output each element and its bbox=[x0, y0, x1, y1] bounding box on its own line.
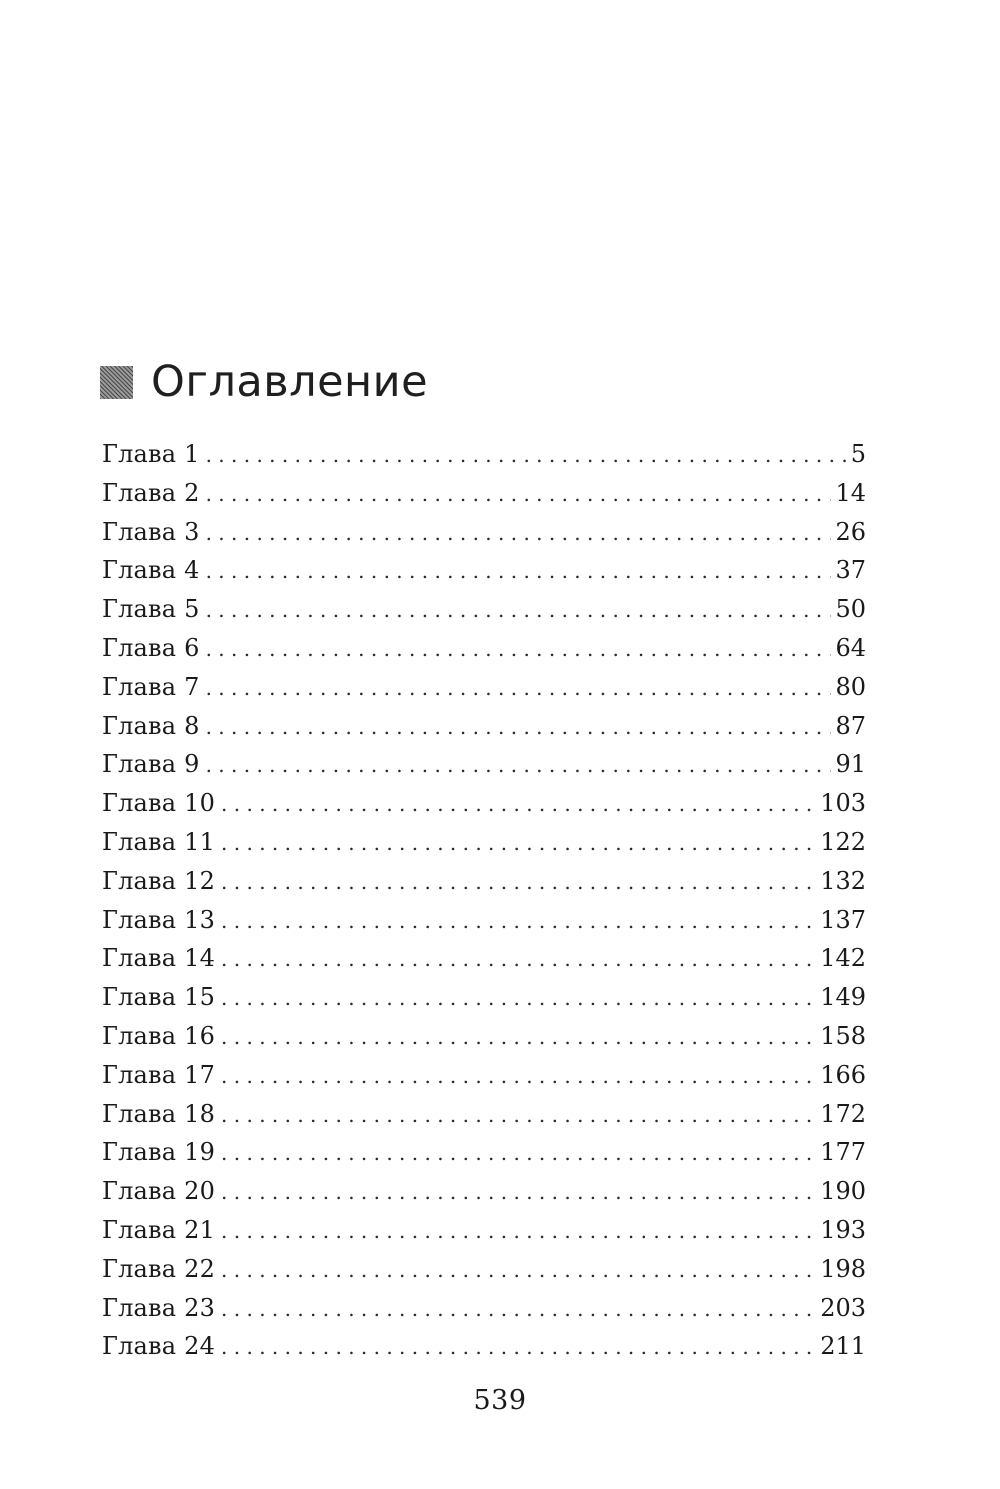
toc-entry bbox=[102, 1056, 866, 1095]
toc-entry-page: 50 bbox=[835, 595, 866, 624]
toc-entry-page: 158 bbox=[820, 1021, 866, 1050]
toc-entry-page: 14 bbox=[835, 478, 866, 507]
dot-leader bbox=[221, 1250, 816, 1290]
toc-entry bbox=[102, 668, 866, 707]
toc-entry-label: Глава 15 bbox=[102, 983, 216, 1012]
toc-entry bbox=[102, 1289, 866, 1328]
toc-entry-page: 193 bbox=[820, 1215, 866, 1244]
toc-entry-label: Глава 1 bbox=[102, 440, 200, 468]
table-of-contents bbox=[102, 435, 866, 1366]
toc-entry bbox=[102, 978, 866, 1017]
toc-entry-page: 80 bbox=[835, 672, 866, 701]
dot-leader bbox=[221, 823, 816, 863]
toc-entry-label: Глава 21 bbox=[102, 1215, 216, 1244]
dot-leader bbox=[221, 1327, 816, 1367]
dot-leader bbox=[221, 862, 816, 902]
toc-entry bbox=[102, 823, 866, 862]
dot-leader bbox=[221, 1056, 816, 1096]
toc-entry bbox=[102, 1172, 866, 1211]
dot-leader bbox=[221, 978, 816, 1018]
toc-entry-label: Глава 22 bbox=[102, 1254, 216, 1283]
toc-entry-page: 137 bbox=[820, 905, 866, 934]
toc-entry bbox=[102, 862, 866, 901]
dot-leader bbox=[221, 1133, 816, 1173]
toc-entry-label: Глава 5 bbox=[102, 595, 200, 624]
toc-entry bbox=[102, 1095, 866, 1134]
dot-leader bbox=[206, 435, 847, 475]
dot-leader bbox=[206, 745, 832, 785]
toc-entry-label: Глава 16 bbox=[102, 1021, 216, 1050]
dot-leader bbox=[221, 901, 816, 941]
toc-entry bbox=[102, 590, 866, 629]
toc-entry-label: Глава 23 bbox=[102, 1293, 216, 1322]
toc-entry bbox=[102, 1017, 866, 1056]
dot-leader bbox=[206, 513, 832, 553]
toc-entry-page: 37 bbox=[835, 556, 866, 585]
toc-entry-page: 211 bbox=[820, 1332, 866, 1361]
toc-entry-label: Глава 7 bbox=[102, 672, 200, 701]
toc-entry-label: Глава 3 bbox=[102, 517, 200, 546]
toc-entry-page: 91 bbox=[835, 750, 866, 779]
toc-entry-page: 142 bbox=[820, 944, 866, 973]
dot-leader bbox=[221, 1289, 816, 1329]
toc-entry-label: Глава 9 bbox=[102, 750, 200, 779]
dot-leader bbox=[221, 939, 816, 979]
toc-entry bbox=[102, 551, 866, 590]
toc-entry-label: Глава 17 bbox=[102, 1060, 216, 1089]
toc-entry bbox=[102, 1327, 866, 1366]
toc-entry-label: Глава 14 bbox=[102, 944, 216, 973]
toc-entry bbox=[102, 1250, 866, 1289]
square-bullet-icon bbox=[100, 366, 133, 399]
toc-entry bbox=[102, 745, 866, 784]
toc-entry-label: Глава 8 bbox=[102, 711, 200, 740]
dot-leader bbox=[221, 1095, 816, 1135]
toc-entry-page: 177 bbox=[820, 1138, 866, 1167]
toc-entry bbox=[102, 939, 866, 978]
toc-entry-label: Глава 13 bbox=[102, 905, 216, 934]
toc-entry bbox=[102, 707, 866, 746]
toc-entry-page: 198 bbox=[820, 1254, 866, 1283]
toc-entry-page: 103 bbox=[820, 789, 866, 818]
dot-leader bbox=[221, 784, 816, 824]
dot-leader bbox=[221, 1211, 816, 1251]
toc-entry-page: 122 bbox=[820, 827, 866, 856]
toc-entry bbox=[102, 513, 866, 552]
dot-leader bbox=[206, 629, 832, 669]
dot-leader bbox=[206, 551, 832, 591]
toc-entry bbox=[102, 784, 866, 823]
dot-leader bbox=[206, 590, 832, 630]
toc-entry-page: 5 bbox=[850, 440, 866, 468]
toc-entry-page: 132 bbox=[820, 866, 866, 895]
toc-entry-label: Глава 19 bbox=[102, 1138, 216, 1167]
toc-entry bbox=[102, 901, 866, 940]
toc-entry-page: 87 bbox=[835, 711, 866, 740]
toc-entry-label: Глава 4 bbox=[102, 556, 200, 585]
toc-entry-page: 166 bbox=[820, 1060, 866, 1089]
dot-leader bbox=[206, 474, 832, 514]
dot-leader bbox=[206, 707, 832, 747]
toc-entry-page: 64 bbox=[835, 633, 866, 662]
toc-entry bbox=[102, 1133, 866, 1172]
page-number: 539 bbox=[473, 1385, 527, 1416]
toc-entry bbox=[102, 629, 866, 668]
toc-entry-page: 203 bbox=[820, 1293, 866, 1322]
toc-entry bbox=[102, 474, 866, 513]
toc-entry-label: Глава 24 bbox=[102, 1332, 216, 1361]
toc-entry-label: Глава 12 bbox=[102, 866, 216, 895]
dot-leader bbox=[221, 1017, 816, 1057]
toc-entry-page: 190 bbox=[820, 1177, 866, 1206]
toc-entry bbox=[102, 435, 866, 474]
toc-entry-label: Глава 2 bbox=[102, 478, 200, 507]
toc-entry-page: 172 bbox=[820, 1099, 866, 1128]
toc-entry-label: Глава 20 bbox=[102, 1177, 216, 1206]
dot-leader bbox=[221, 1172, 816, 1212]
toc-title: Оглавление bbox=[151, 356, 429, 407]
toc-entry-page: 149 bbox=[820, 983, 866, 1012]
toc-entry-label: Глава 10 bbox=[102, 789, 216, 818]
toc-entry bbox=[102, 1211, 866, 1250]
toc-heading bbox=[100, 352, 428, 412]
toc-entry-page: 26 bbox=[835, 517, 866, 546]
toc-entry-label: Глава 6 bbox=[102, 633, 200, 662]
toc-entry-label: Глава 11 bbox=[102, 827, 216, 856]
dot-leader bbox=[206, 668, 832, 708]
toc-entry-label: Глава 18 bbox=[102, 1099, 216, 1128]
